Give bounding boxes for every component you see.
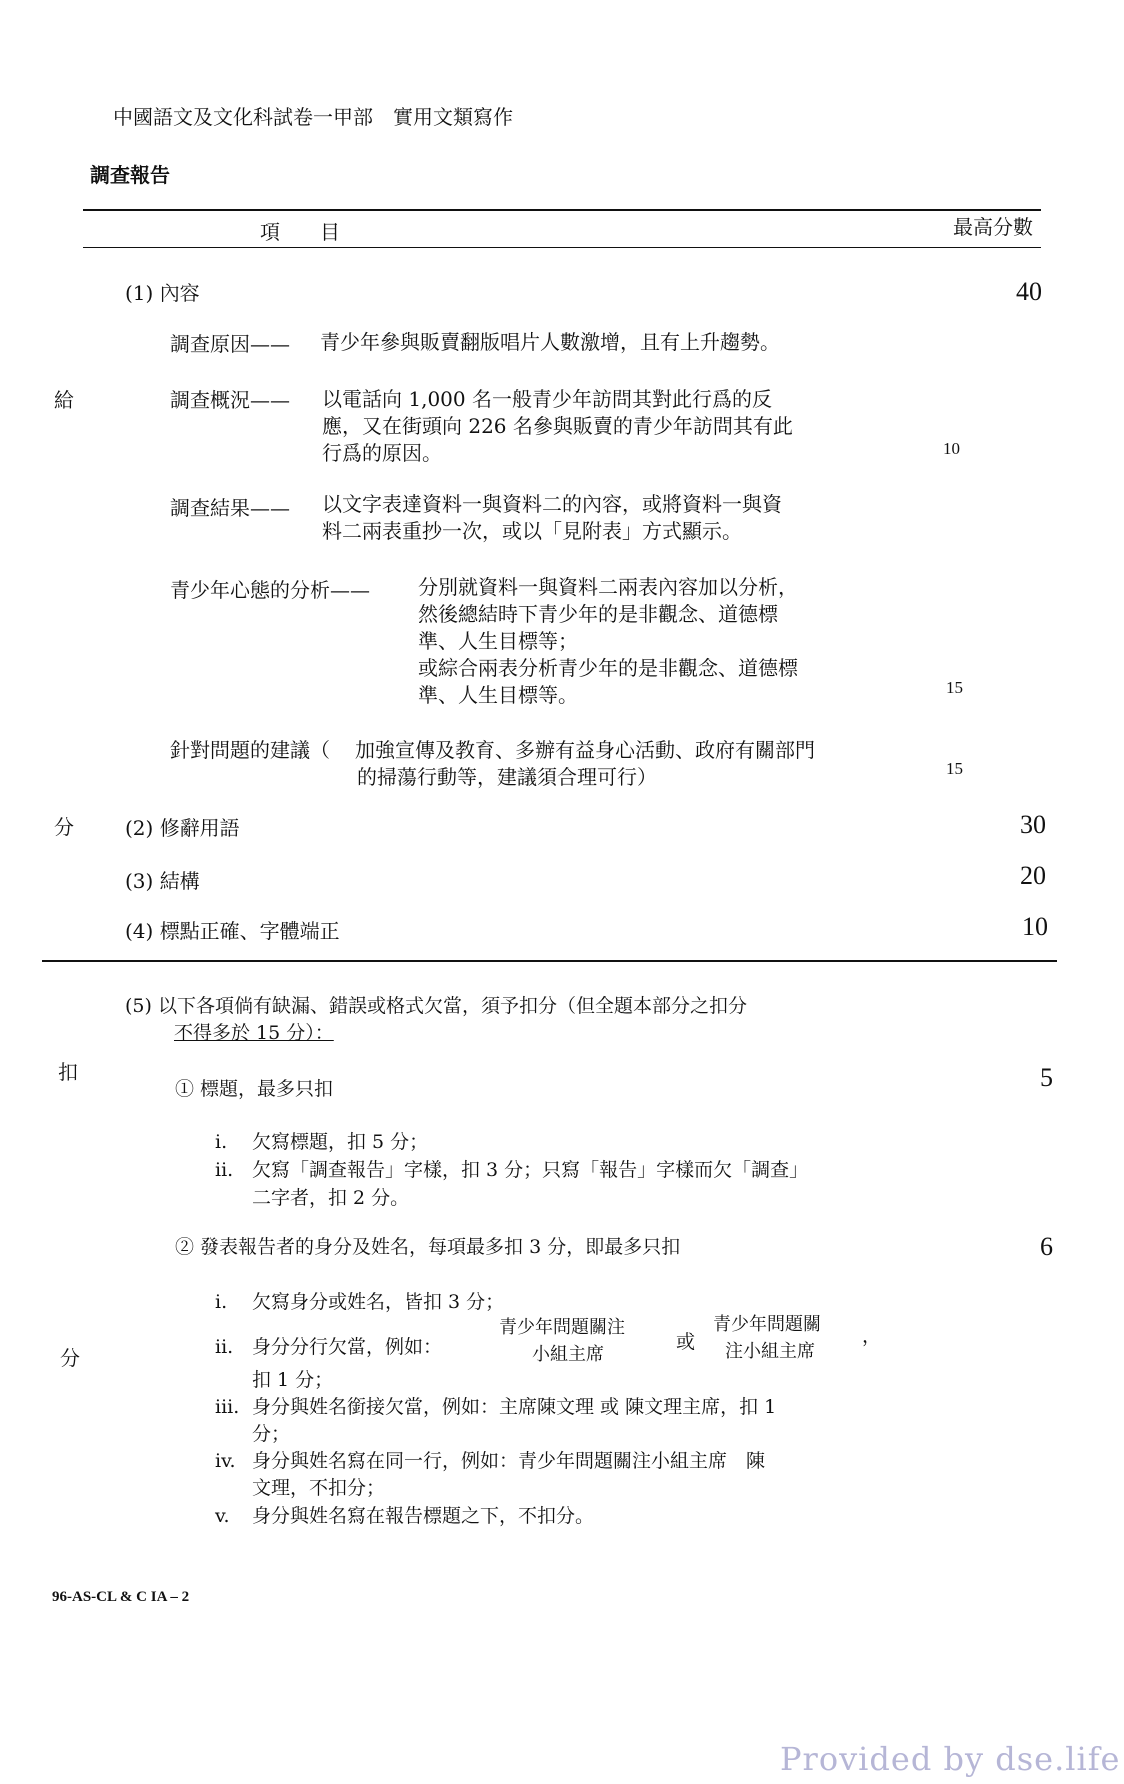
deduction-part1-item-ii-text: 欠寫「調查報告」字樣，扣 3 分；只寫「報告」字樣而欠「調查」 <box>252 1159 809 1181</box>
deduction-part2-item-i-text: 欠寫身分或姓名，皆扣 3 分； <box>252 1291 505 1313</box>
side-label-deduct-top: 扣 <box>58 1060 78 1084</box>
structure-section-label: (3) 結構 <box>125 869 200 893</box>
example-2-line1: 青少年問題關 <box>713 1314 821 1335</box>
content-item-heading-result: 調查結果—— <box>170 496 290 520</box>
top-rule <box>83 209 1041 211</box>
deduction-part2-item-v-num: v. <box>215 1505 230 1527</box>
item-column-header: 項 目 <box>260 220 340 244</box>
deduction-part2-label: ② 發表報告者的身分及姓名，每項最多扣 3 分，即最多只扣 <box>175 1236 681 1258</box>
example-comma: ， <box>862 1325 882 1347</box>
content-item-text-suggestion-1: 加強宣傳及教育、多辦有益身心活動、政府有關部門 <box>355 738 815 762</box>
watermark-text: Provided by dse.life <box>780 1740 1121 1778</box>
deduction-part2-item-ii-num: ii. <box>215 1336 234 1358</box>
content-item-text-analysis-4: 或綜合兩表分析青少年的是非觀念、道德標 <box>418 656 798 680</box>
content-item-text-analysis-2: 然後總結時下青少年的是非觀念、道德標 <box>418 602 778 626</box>
deduction-part2-item-iv-num: iv. <box>215 1450 236 1472</box>
content-item-text-analysis-3: 準、人生目標等； <box>418 629 578 653</box>
structure-max-score: 20 <box>1020 861 1046 890</box>
deduction-part2-item-v-text: 身分與姓名寫在報告標題之下，不扣分。 <box>252 1505 595 1527</box>
content-item-text-overview-1: 以電話向 1,000 名一般青少年訪問其對此行爲的反 <box>322 387 772 411</box>
content-item-text-overview-2: 應，又在街頭向 226 名參與販賣的青少年訪問其有此 <box>322 414 793 438</box>
punctuation-section-label: (4) 標點正確、字體端正 <box>125 919 340 943</box>
section-divider <box>42 960 1057 962</box>
paper-code: 96-AS-CL & C IA – 2 <box>52 1589 190 1605</box>
header-rule <box>83 247 1041 248</box>
content-item-text-suggestion-2: 的掃蕩行動等，建議須合理可行） <box>357 765 657 789</box>
content-item-text-analysis-1: 分別就資料一與資料二兩表內容加以分析， <box>418 575 798 599</box>
deduction-part1-score: 5 <box>1040 1063 1053 1092</box>
deduction-part2-item-iii-num: iii. <box>215 1396 240 1418</box>
deduction-part2-item-iv-text: 身分與姓名寫在同一行，例如：青少年問題關注小組主席 陳 <box>252 1450 766 1472</box>
content-item-text-analysis-5: 準、人生目標等。 <box>418 683 578 707</box>
content-item-heading-reason: 調查原因—— <box>170 332 290 356</box>
rhetoric-section-label: (2) 修辭用語 <box>125 816 240 840</box>
example-or: 或 <box>676 1331 696 1353</box>
content-item-score-analysis: 15 <box>946 678 963 697</box>
content-item-score-overview: 10 <box>943 439 960 458</box>
punctuation-max-score: 10 <box>1022 912 1048 941</box>
deduction-part2-item-iii-text2: 分； <box>252 1423 291 1445</box>
deduction-intro-line1: (5) 以下各項倘有缺漏、錯誤或格式欠當，須予扣分（但全題本部分之扣分 <box>125 995 747 1017</box>
deduction-part1-item-ii-text2: 二字者，扣 2 分。 <box>252 1187 410 1209</box>
subject-title: 中國語文及文化科試卷一甲部 實用文類寫作 <box>113 105 513 129</box>
content-item-text-result-1: 以文字表達資料一與資料二的內容，或將資料一與資 <box>322 492 782 516</box>
side-label-give-top: 給 <box>54 388 74 412</box>
content-max-score: 40 <box>1016 277 1042 306</box>
deduction-intro-line2: 不得多於 15 分）： <box>174 1022 334 1044</box>
example-1-line2: 小組主席 <box>532 1344 604 1365</box>
example-1-line1: 青少年問題關注 <box>499 1317 625 1338</box>
max-score-column-header: 最高分數 <box>953 215 1033 239</box>
example-2-line2: 注小組主席 <box>725 1341 815 1362</box>
content-item-heading-overview: 調查概況—— <box>170 388 290 412</box>
deduction-part2-item-iv-text2: 文理，不扣分； <box>252 1477 386 1499</box>
content-section-label: (1) 內容 <box>125 281 200 305</box>
deduction-part2-item-iii-text: 身分與姓名銜接欠當，例如：主席陳文理 或 陳文理主席，扣 1 <box>252 1396 777 1418</box>
deduction-part2-item-ii-text2: 扣 1 分； <box>252 1369 334 1391</box>
content-item-score-suggestion: 15 <box>946 759 963 778</box>
side-label-deduct-bottom: 分 <box>60 1346 80 1370</box>
deduction-part1-label: ① 標題，最多只扣 <box>175 1078 334 1100</box>
deduction-part1-item-i-num: i. <box>215 1131 228 1153</box>
side-label-give-bottom: 分 <box>54 815 74 839</box>
content-item-text-reason: 青少年參與販賣翻版唱片人數激增，且有上升趨勢。 <box>320 330 780 354</box>
deduction-part1-item-ii-num: ii. <box>215 1159 234 1181</box>
deduction-part2-score: 6 <box>1040 1232 1053 1261</box>
content-item-heading-suggestion: 針對問題的建議（ <box>170 738 330 762</box>
content-item-heading-analysis: 青少年心態的分析—— <box>170 578 370 602</box>
deduction-part1-item-i-text: 欠寫標題，扣 5 分； <box>252 1131 429 1153</box>
deduction-part2-item-i-num: i. <box>215 1291 228 1313</box>
content-item-text-overview-3: 行爲的原因。 <box>322 441 442 465</box>
rhetoric-max-score: 30 <box>1020 810 1046 839</box>
report-title: 調查報告 <box>90 163 170 187</box>
content-item-text-result-2: 料二兩表重抄一次，或以「見附表」方式顯示。 <box>322 519 742 543</box>
deduction-part2-item-ii-text: 身分分行欠當，例如： <box>252 1336 443 1358</box>
